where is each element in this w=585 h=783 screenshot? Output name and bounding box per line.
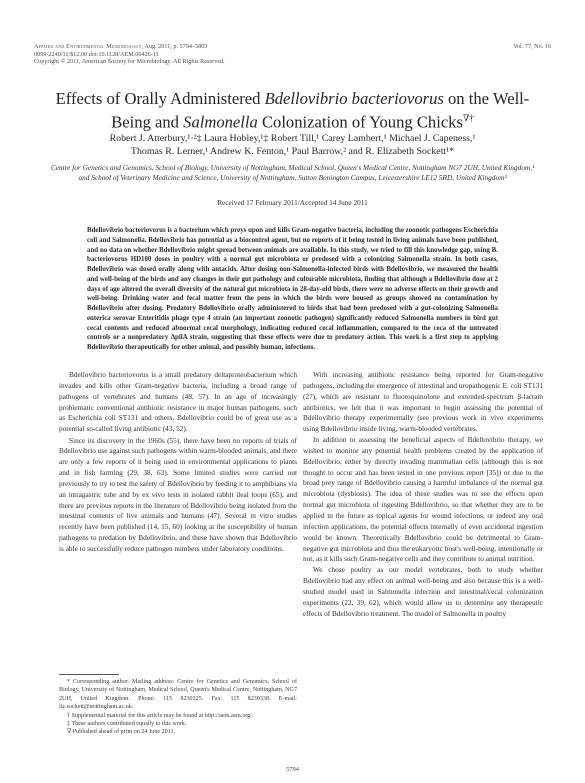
page-number: 5794 (286, 766, 299, 773)
paragraph: We chose poultry as our model vertebrates, both to study whether Bdellovibrio had any effect on animal well-being and also because this is a well-studied model used in Salmonella infection and intestinal/cecal colonization experiments (22, 39, 62), which would allow us to determine any therapeutic effects of Bdellovibrio treatment. The model of Salmonella in poultry (303, 565, 543, 618)
footnotes (59, 678, 297, 737)
footnote-corresponding-author: * Corresponding author. Mailing address: Centre for Genetics and Genomics, School of Biology, University of Nottingham, Medical School, Queen's Medical Centre, Nottingham, NG7 2UH, United Kingdom. Phone: 115 8230325. Fax: 115 8230338. E-mail: liz.sockett@nottingham.ac.uk. (59, 679, 297, 711)
issn-doi: 0099-2240/11/$12.00 doi:10.1128/AEM.00426-11 (34, 50, 159, 58)
received-accepted-dates: Received 17 February 2011/Accepted 14 June 2011 (217, 198, 368, 207)
title-genus: Salmonella (183, 112, 258, 132)
abstract: Bdellovibrio bacteriovorus is a bacterium which preys upon and kills Gram-negative bacteria, including the zoonotic pathogens Escherichia coli and Salmonella. Bdellovibrio has potential as a biocontrol agent, but no reports of it being tested in living animals have been published, and no data on whether Bdellovibrio might spread between animals are available. In this study, we tried to fill this knowledge gap, using B. bacteriovorus HD100 doses in poultry with a normal gut microbiota or predosed with a colonizing Salmonella strain. In both cases, Bdellovibrio was dosed orally along with antacids. After dosing non-Salmonella-infected birds with Bdellovibrio, we measured the health and well-being of the birds and any changes in their gut pathology and culturable microbiota, finding that although a Bdellovibrio dose at 2 days of age altered the overall diversity of the natural gut microbiota in 28-day-old birds, there were no adverse effects on their growth and well-being. Drinking water and fecal matter from the pens in which the birds were housed as groups showed no contamination by Bdellovibrio after dosing. Predatory Bdellovibrio orally administered to birds that had been predosed with a gut-colonizing Salmonella enterica serovar Enteritidis phage type 4 strain (an important zoonotic pathogen) significantly reduced Salmonella numbers in bird gut cecal contents and reduced abnormal cecal morphology, indicating reduced cecal inflammation, compared to the ceca of the untreated controls or a nonpredatory ΔpilA strain, suggesting that these effects were due to predatory action. This work is a first step to applying Bdellovibrio therapeutically for other animal, and possibly human, infections. (87, 227, 498, 351)
paragraph: Bdellovibrio bacteriovorus is a small predatory deltaproteobacterium which invades and kills other Gram-negative bacteria, including a broad range of pathogens of vertebrates and humans (48, 57). In an age of increasingly problematic conventional antibiotic resistance in major human pathogens, such as Escherichia coli ST131 and others, Bdellovibrio could be of great use as a potential so-called living antibiotic (43, 52). (59, 370, 297, 434)
title-footnote-marks: ∇† (462, 112, 474, 123)
body-column-left (59, 370, 297, 555)
footnote-divider (59, 674, 119, 675)
footnote-equal-contribution: ‡ These authors contributed equally to this work. (67, 721, 187, 728)
copyright-line: Copyright © 2011, American Society for Microbiology. All Rights Reserved. (34, 58, 225, 66)
footnote-supplemental: † Supplemental material for this article may be found at http://aem.asm.org/. (67, 712, 254, 719)
body-column-right (303, 370, 543, 619)
footnote-published-ahead: ∇ Published ahead of print on 24 June 2011. (67, 729, 176, 736)
article-title: Effects of Orally Administered Bdellovibrio bacteriovorus on the Well-Being and Salmonella Colonization of Young Chicks∇† (55, 89, 530, 132)
volume-issue: Vol. 77, No. 16 (513, 43, 551, 50)
paragraph: Since its discovery in the 1960s (55), there have been no reports of trials of Bdellovibrio use against such pathogens within warm-blooded animals, and there are only a few reports of it being used in environmental applications to plants and in fish farming (29, 38, 63). Some limited studies were carried out previously to try to test the safety of Bdellovibrio by feeding it to amphibians via an intragastric tube and by ex vivo tests in isolated rabbit ileal loops (65), and there are previous reports in the literature of Bdellovibrio being isolated from the intestinal contents of live animals and humans (47). Several in vitro studies recently have been published (14, 15, 60) looking at the susceptibility of human pathogens to predation by Bdellovibrio, and these have shown that Bdellovibrio is able to successfully reduce pathogen numbers under laboratory conditions. (59, 435, 297, 553)
paragraph: With increasing antibiotic resistance being reported for Gram-negative pathogens, including the emergence of intestinal and uropathogenic E. coli ST131 (27), which are resistant to fluoroquinolone and extended-spectrum β-lactam antibiotics, we felt that it was important to begin assessing the potential of Bdellovibrio therapy experimentally (see previous work in vivo experiments using Bdellovibrio inside living, warm-blooded vertebrates. (303, 370, 543, 434)
paragraph: In addition to assessing the beneficial aspects of Bdellovibrio therapy, we wished to monitor any potential health problems created by the application of Bdellovibrio, either by directly invading mammalian cells (although this is not thought to occur and has been tested in one previous report [35]) or due to the broad prey range of Bdellovibrio causing a harmful imbalance of the normal gut microbiota (dysbiosis). The idea of these studies was to see the effects upon normal gut microbiota of ingesting Bdellovibrio, so that whether they are to be applied in the future as topical agents for wound infections, or indeed any oral infection applications, the potential effects internally of even accidental ingestion would be known. Theoretically Bdellovibrio could be detrimental to Gram-negative gut microbiota and thus the eukaryotic host's well-being, intentionally or not, as it kills such Gram-negative cells and they contribute to animal nutrition. (303, 435, 543, 564)
journal-header (34, 43, 551, 66)
title-organism: Bdellovibrio bacteriovorus (264, 89, 444, 108)
affiliations: Centre for Genetics and Genomics, School of Biology, University of Nottingham, Medical School, Queen's Medical Centre, Nottingham NG7 2UH, United Kingdom,¹ and School of Veterinary Medicine and Science, University of Nottingham, Sutton Bonington Campus, Leicestershire LE12 5RD, United Kingdom² (50, 163, 535, 183)
journal-citation: Applied and Environmental Microbiology, Aug. 2011, p. 5794–5803 (34, 43, 208, 50)
author-list: Robert J. Atterbury,¹·²‡ Laura Hobley,¹‡ Robert Till,¹ Carey Lambert,¹ Michael J. Capeness,¹ Thomas R. Lerner,¹ Andrew K. Fenton,¹ Paul Barrow,² and R. Elizabeth Sockett¹* (109, 133, 476, 157)
